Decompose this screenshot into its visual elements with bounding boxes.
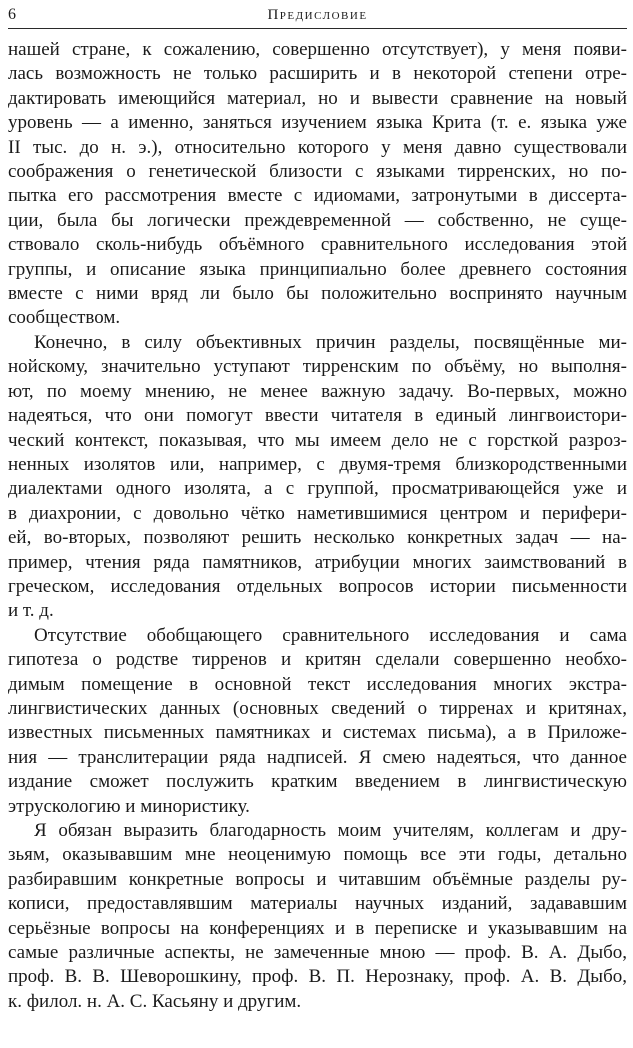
text-line: ческий контекст, показывая, что мы имеем дело не с горсткой разроз- xyxy=(8,429,627,451)
section-title: Предисловие xyxy=(267,7,368,23)
text-line: ют, по моему мнению, не менее важную задачу. Во-первых, можно xyxy=(8,380,627,402)
text-line: к. филол. н. А. С. Касьяну и другим. xyxy=(8,990,302,1012)
text-line: лингвистических данных (основных сведений о тирренах и критянах, xyxy=(8,697,627,719)
text-line: сообществом. xyxy=(8,307,121,329)
text-line: в диахронии, с довольно чётко наметившимися центром и перифери- xyxy=(8,502,627,524)
text-line: Конечно, в силу объективных причин разделы, посвящённые ми- xyxy=(34,331,627,353)
text-line: ненных изолятов или, например, с двумя-тремя близкородственными xyxy=(8,453,627,475)
text-line: группы, и описание языка принципиально более древнего состояния xyxy=(8,258,627,280)
text-line: димым помещение в основной текст исследования многих экстра- xyxy=(8,673,627,695)
text-line: этрускологию и минористику. xyxy=(8,795,250,817)
text-line: надеяться, что они помогут ввести читателя в единый лингвоистори- xyxy=(8,405,627,427)
text-line: диалектами одного изолята, а с группой, просматривающейся уже и xyxy=(8,478,627,500)
text-line: соображения о генетической близости с языками тирренских, но по- xyxy=(8,161,627,183)
text-line: ции, была бы логически преждевременной — собственно, не суще- xyxy=(8,209,627,231)
body-text xyxy=(8,38,627,1014)
text-line: зьям, оказывавшим мне неоценимую помощь все эти годы, детально xyxy=(8,844,627,866)
text-line: проф. В. В. Шеворошкину, проф. В. П. Нерознаку, проф. А. В. Дыбо, xyxy=(8,966,627,988)
running-head xyxy=(8,5,627,27)
text-line: разбиравшим конкретные вопросы и читавшим объёмные разделы ру- xyxy=(8,868,627,890)
text-line: издание сможет послужить кратким введением в лингвистическую xyxy=(8,771,627,793)
text-line: известных письменных памятниках и системах письма), а в Приложе- xyxy=(8,722,627,744)
text-line: ния — транслитерации ряда надписей. Я смею надеяться, что данное xyxy=(8,746,627,768)
paragraph xyxy=(8,38,627,331)
text-line: нойскому, значительно уступают тирренским по объёму, но выполня- xyxy=(8,356,627,378)
text-line: уровень — а именно, заняться изучением языка Крита (т. е. языка уже xyxy=(8,112,627,134)
text-line: Я обязан выразить благодарность моим учителям, коллегам и дру- xyxy=(34,820,627,841)
paragraph xyxy=(8,331,627,624)
text-line: Отсутствие обобщающего сравнительного исследования и сама xyxy=(34,624,627,646)
text-line: ствовало сколь-нибудь объёмного сравнительного исследования этой xyxy=(8,234,627,256)
page-number: 6 xyxy=(8,6,16,23)
text-line: пример, чтения ряда памятников, атрибуции многих заимствований в xyxy=(8,551,627,573)
paragraph xyxy=(8,624,627,819)
text-line: вместе с ними вряд ли было бы положительно воспринято научным xyxy=(8,283,627,305)
text-line: серьёзные вопросы на конференциях и в переписке и указывавшим на xyxy=(8,917,627,939)
text-line: кописи, предоставлявшим материалы научных изданий, задававшим xyxy=(8,893,627,915)
text-line: пытка его рассмотрения вместе с идиомами, затронутыми в диссерта- xyxy=(8,185,627,207)
paragraph xyxy=(8,819,627,1014)
text-line: и т. д. xyxy=(8,600,54,622)
text-line: лась возможность не только расширить и в некоторой степени отре- xyxy=(8,63,627,85)
text-line: ей, во-вторых, позволяют решить несколько конкретных задач — на- xyxy=(8,527,627,549)
header-rule xyxy=(8,28,627,29)
text-line: самые различные аспекты, не замеченные мною — проф. В. А. Дыбо, xyxy=(8,942,627,964)
text-line: дактировать имеющийся материал, но и вывести сравнение на новый xyxy=(8,87,627,109)
text-line: греческом, исследования отдельных вопросов истории письменности xyxy=(8,575,627,597)
text-line: II тыс. до н. э.), относительно которого у меня давно существовали xyxy=(8,136,627,158)
text-line: нашей стране, к сожалению, совершенно отсутствует), у меня появи- xyxy=(8,39,627,60)
text-line: гипотеза о родстве тирренов и критян сделали совершенно необхо- xyxy=(8,649,627,671)
